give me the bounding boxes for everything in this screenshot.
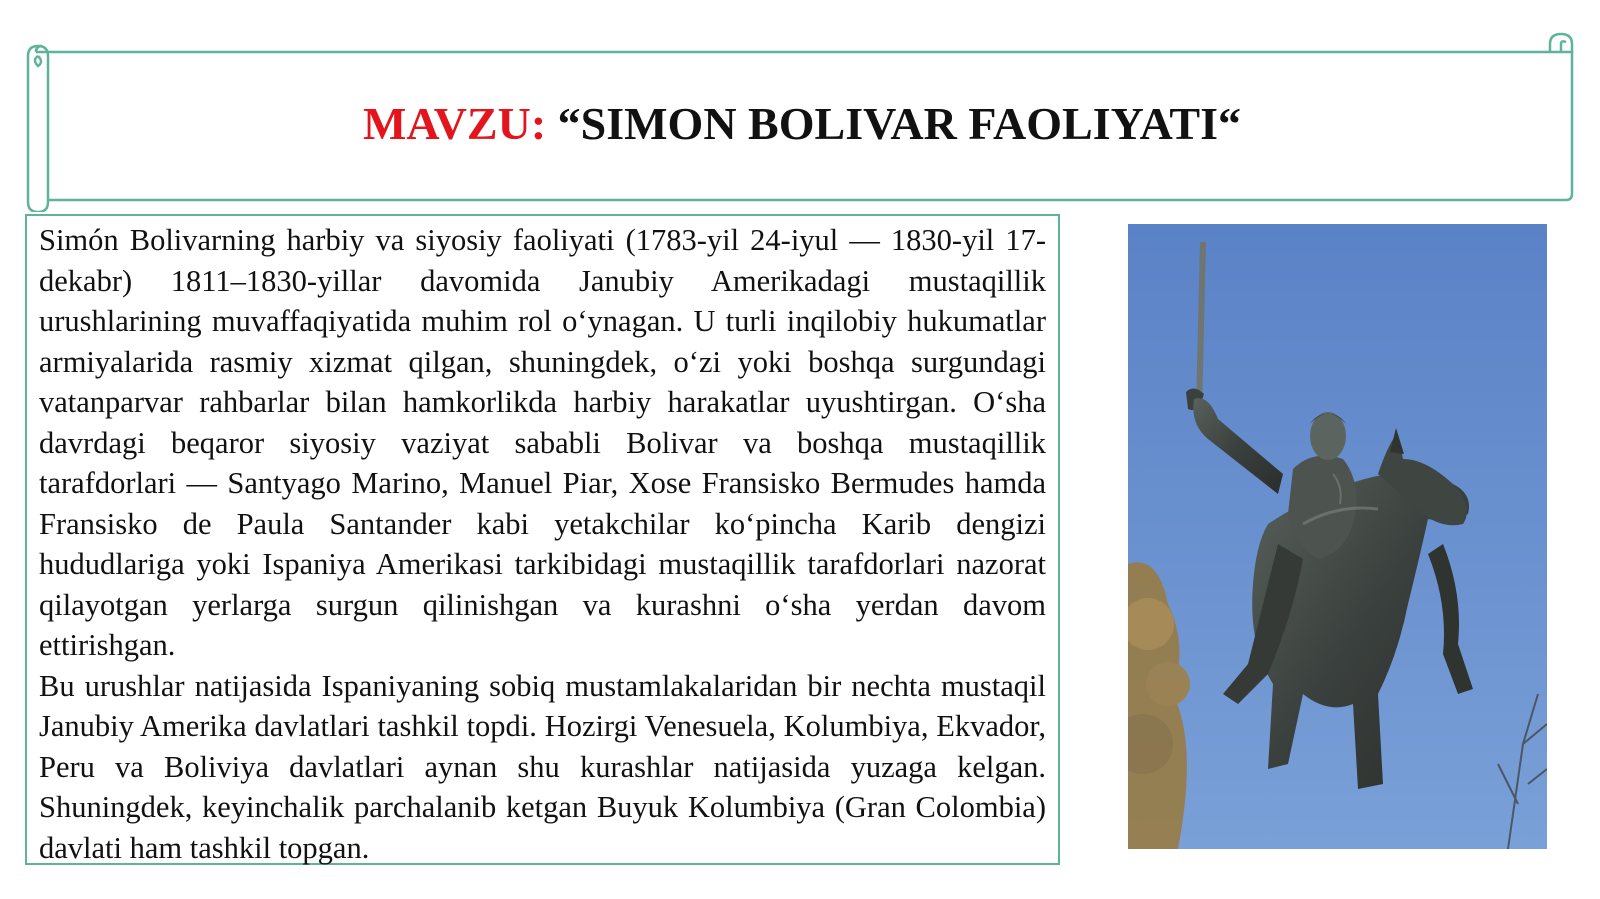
body-text-box (25, 214, 1060, 865)
title-label: MAVZU: (363, 98, 547, 149)
statue-image (1128, 224, 1547, 849)
page-title (48, 98, 1556, 150)
statue-photo (1128, 224, 1547, 849)
title-text: “SIMON BOLIVAR FAOLIYATI“ (546, 98, 1241, 149)
paragraph-1: Simón Bolivarning harbiy va siyosiy faoliyati (1783-yil 24-iyul — 1830-yil 17-dekabr) 1811–1830-yillar davomida Janubiy Amerikadagi mustaqillik urushlarining muvaffaqiyatida muhim rol oʻynagan. U turli inqilobiy hukumatlar armiyalarida rasmiy xizmat qilgan, shuningdek, oʻzi yoki boshqa surgundagi vatanparvar rahbarlar bilan hamkorlikda harbiy harakatlar uyushtirgan. Oʻsha davrdagi beqaror siyosiy vaziyat sababli Bolivar va boshqa mustaqillik tarafdorlari — Santyago Marino, Manuel Piar, Xose Fransisko Bermudes hamda Fransisko de Paula Santander kabi yetakchilar koʻpincha Karib dengizi hududlariga yoki Ispaniya Amerikasi tarkibidagi mustaqillik tarafdorlari nazorat qilayotgan yerlarga surgun qilinishgan va kurashni oʻsha yerdan davom ettirishgan. (39, 223, 1046, 662)
paragraph-2: Bu urushlar natijasida Ispaniyaning sobiq mustamlakalaridan bir nechta mustaqil Janubiy Amerika davlatlari tashkil topdi. Hozirgi Venesuela, Kolumbiya, Ekvador, Peru va Boliviya davlatlari aynan shu kurashlar natijasida yuzaga kelgan. Shuningdek, keyinchalik parchalanib ketgan Buyuk Kolumbiya (Gran Colombia) davlati ham tashkil topgan. (39, 668, 1046, 865)
